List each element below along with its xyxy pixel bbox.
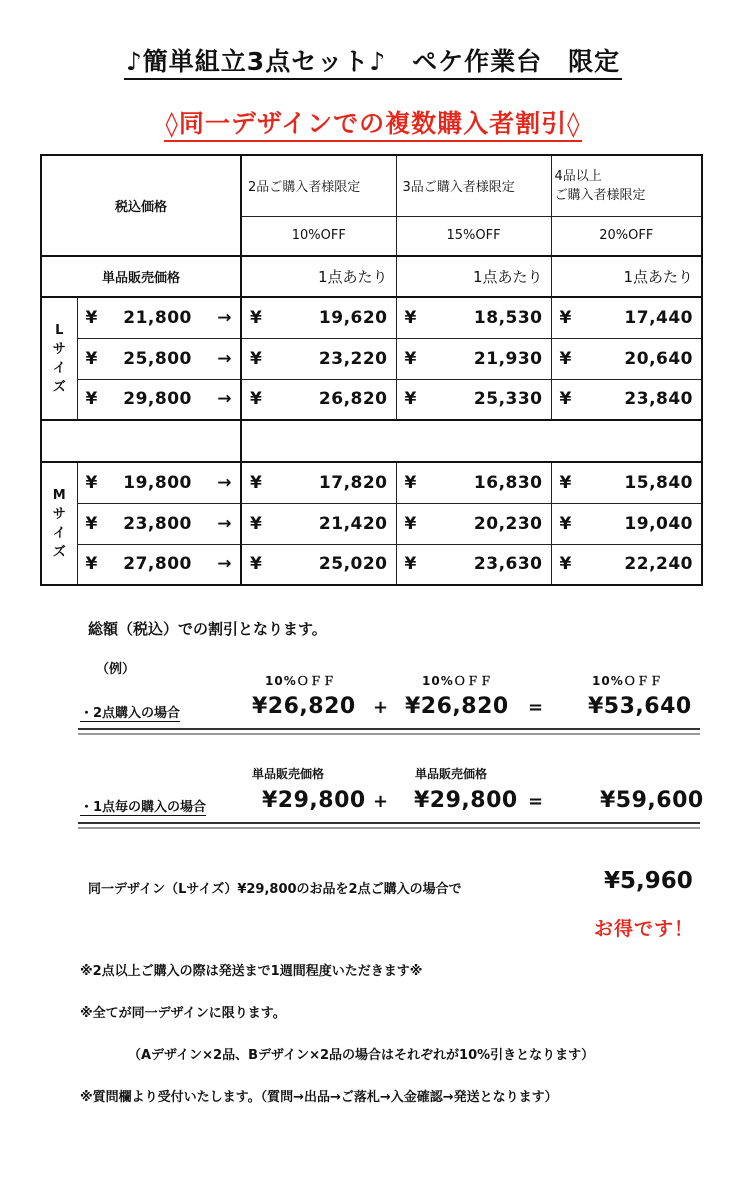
price-3-cell — [396, 544, 551, 585]
yen-sign: ¥ — [404, 389, 417, 410]
price-2: 21,420 — [318, 513, 388, 534]
case1-price-b: ¥26,820 — [405, 694, 509, 719]
case2-plus: + — [373, 791, 389, 812]
price-2-cell — [241, 297, 396, 338]
yen-sign: ¥ — [85, 554, 98, 575]
yen-sign: ¥ — [250, 348, 263, 369]
example-label: （例） — [96, 662, 136, 677]
arrow-icon: → — [217, 472, 233, 493]
example-designs-note: （Aデザイン×2品、Bデザイン×2品の場合はそれぞれが10%引きとなります） — [128, 1048, 595, 1063]
arrow-icon: → — [217, 554, 233, 575]
price-4-cell — [551, 544, 702, 585]
tier-discount-3: 15%OFF — [396, 216, 551, 256]
yen-sign: ¥ — [85, 348, 98, 369]
yen-sign: ¥ — [559, 513, 572, 534]
tier-header-2: 2品ご購入者様限定 — [241, 155, 396, 216]
price-3: 25,330 — [473, 389, 543, 410]
base-price-cell — [77, 462, 241, 503]
price-3-cell — [396, 297, 551, 338]
price-4-cell — [551, 462, 702, 503]
base-price-cell — [77, 379, 241, 420]
price-2: 19,620 — [318, 307, 388, 328]
price-2-cell — [241, 379, 396, 420]
price-4: 23,840 — [624, 389, 694, 410]
page-subtitle — [0, 104, 746, 140]
price-4-cell — [551, 379, 702, 420]
per-item-label-2: 1点あたり — [241, 256, 396, 297]
yen-sign: ¥ — [85, 389, 98, 410]
yen-sign: ¥ — [404, 513, 417, 534]
price-4-cell — [551, 503, 702, 544]
spacer-cell-left — [41, 420, 241, 462]
arrow-icon: → — [217, 348, 233, 369]
per-item-label-4: 1点あたり — [551, 256, 702, 297]
total-discount-note: 総額（税込）での割引となります。 — [88, 620, 327, 638]
arrow-icon: → — [217, 389, 233, 410]
questions-note: ※質問欄より受付いたします。（質問→出品→ご落札→入金確認→発送となります） — [80, 1090, 558, 1105]
price-3-cell — [396, 503, 551, 544]
case1-off-label-total: 10%ＯＦＦ — [592, 674, 663, 688]
yen-sign: ¥ — [404, 554, 417, 575]
tax-label: 税込価格 — [115, 200, 168, 215]
case1-equals: = — [528, 697, 544, 718]
arrow-icon: → — [217, 513, 233, 534]
same-design-only-note: ※全てが同一デザインに限ります。 — [80, 1006, 286, 1021]
page-title-text: ♪簡単組立3点セット♪ ペケ作業台 限定 — [124, 47, 622, 80]
tier-discount-4: 20%OFF — [551, 216, 702, 256]
base-price-cell — [77, 297, 241, 338]
yen-sign: ¥ — [85, 472, 98, 493]
base-price-cell — [77, 544, 241, 585]
price-3: 18,530 — [473, 307, 543, 328]
yen-sign: ¥ — [250, 472, 263, 493]
price-2: 23,220 — [318, 348, 388, 369]
yen-sign: ¥ — [404, 472, 417, 493]
price-2: 25,020 — [318, 554, 388, 575]
tier-header-3: 3品ご購入者様限定 — [396, 155, 551, 216]
base-price: 21,800 — [123, 307, 192, 328]
price-4-cell — [551, 338, 702, 379]
case2-label: ・1点毎の購入の場合 — [80, 796, 206, 816]
price-3: 16,830 — [473, 472, 543, 493]
case1-label: ・2点購入の場合 — [80, 702, 180, 722]
unit-price-label: 単品販売価格 — [102, 271, 181, 286]
case1-price-a: ¥26,820 — [252, 694, 356, 719]
yen-sign: ¥ — [85, 307, 98, 328]
size-label-l: L サ イ ズ — [41, 297, 77, 420]
base-price: 23,800 — [123, 513, 192, 534]
base-price-cell — [77, 503, 241, 544]
case1-divider — [78, 728, 700, 735]
case2-unit-label-b: 単品販売価格 — [415, 767, 488, 781]
price-3: 21,930 — [473, 348, 543, 369]
tier-discount-2: 10%OFF — [241, 216, 396, 256]
case2-unit-label-a: 単品販売価格 — [252, 767, 325, 781]
price-2-cell — [241, 544, 396, 585]
per-item-label-3: 1点あたり — [396, 256, 551, 297]
size-label-m: M サ イ ズ — [41, 462, 77, 585]
yen-sign: ¥ — [404, 307, 417, 328]
price-2: 17,820 — [318, 472, 388, 493]
saving-amount: ¥5,960 — [604, 868, 693, 894]
page-subtitle-text: ◊同一デザインでの複数購入者割引◊ — [164, 109, 583, 142]
yen-sign: ¥ — [559, 307, 572, 328]
price-2-cell — [241, 503, 396, 544]
price-4: 20,640 — [624, 348, 694, 369]
yen-sign: ¥ — [559, 554, 572, 575]
base-price: 29,800 — [123, 389, 192, 410]
price-2-cell — [241, 338, 396, 379]
price-3: 23,630 — [473, 554, 543, 575]
spacer-cell-right — [241, 420, 702, 462]
case1-off-label-a: 10%ＯＦＦ — [265, 674, 336, 688]
base-price-cell — [77, 338, 241, 379]
base-price: 19,800 — [123, 472, 192, 493]
price-table — [40, 154, 703, 586]
yen-sign: ¥ — [559, 472, 572, 493]
price-2: 26,820 — [318, 389, 388, 410]
shipping-note: ※2点以上ご購入の際は発送まで1週間程度いただきます※ — [80, 964, 423, 979]
case2-price-b: ¥29,800 — [414, 788, 518, 813]
price-4: 15,840 — [624, 472, 694, 493]
arrow-icon: → — [217, 307, 233, 328]
case2-total: ¥59,600 — [600, 788, 704, 813]
yen-sign: ¥ — [250, 554, 263, 575]
unit-price-label-cell — [41, 256, 241, 297]
case1-off-label-b: 10%ＯＦＦ — [422, 674, 493, 688]
good-deal-text: お得です！ — [594, 918, 695, 940]
case2-divider — [78, 822, 700, 829]
case1-plus: + — [373, 697, 389, 718]
price-4-cell — [551, 297, 702, 338]
tax-label-cell — [41, 155, 241, 256]
base-price: 27,800 — [123, 554, 192, 575]
yen-sign: ¥ — [404, 348, 417, 369]
yen-sign: ¥ — [559, 389, 572, 410]
base-price: 25,800 — [123, 348, 192, 369]
price-4: 19,040 — [624, 513, 694, 534]
price-4: 22,240 — [624, 554, 694, 575]
case2-equals: = — [528, 791, 544, 812]
price-2-cell — [241, 462, 396, 503]
yen-sign: ¥ — [250, 513, 263, 534]
yen-sign: ¥ — [559, 348, 572, 369]
yen-sign: ¥ — [85, 513, 98, 534]
price-3-cell — [396, 462, 551, 503]
price-3: 20,230 — [473, 513, 543, 534]
case1-total: ¥53,640 — [588, 694, 692, 719]
price-4: 17,440 — [624, 307, 694, 328]
case2-price-a: ¥29,800 — [262, 788, 366, 813]
price-3-cell — [396, 338, 551, 379]
page-title — [0, 42, 746, 78]
yen-sign: ¥ — [250, 307, 263, 328]
tier-header-4: 4品以上 ご購入者様限定 — [551, 155, 702, 216]
same-design-note: 同一デザイン（Lサイズ）¥29,800のお品を2点ご購入の場合で — [88, 882, 462, 897]
price-3-cell — [396, 379, 551, 420]
yen-sign: ¥ — [250, 389, 263, 410]
